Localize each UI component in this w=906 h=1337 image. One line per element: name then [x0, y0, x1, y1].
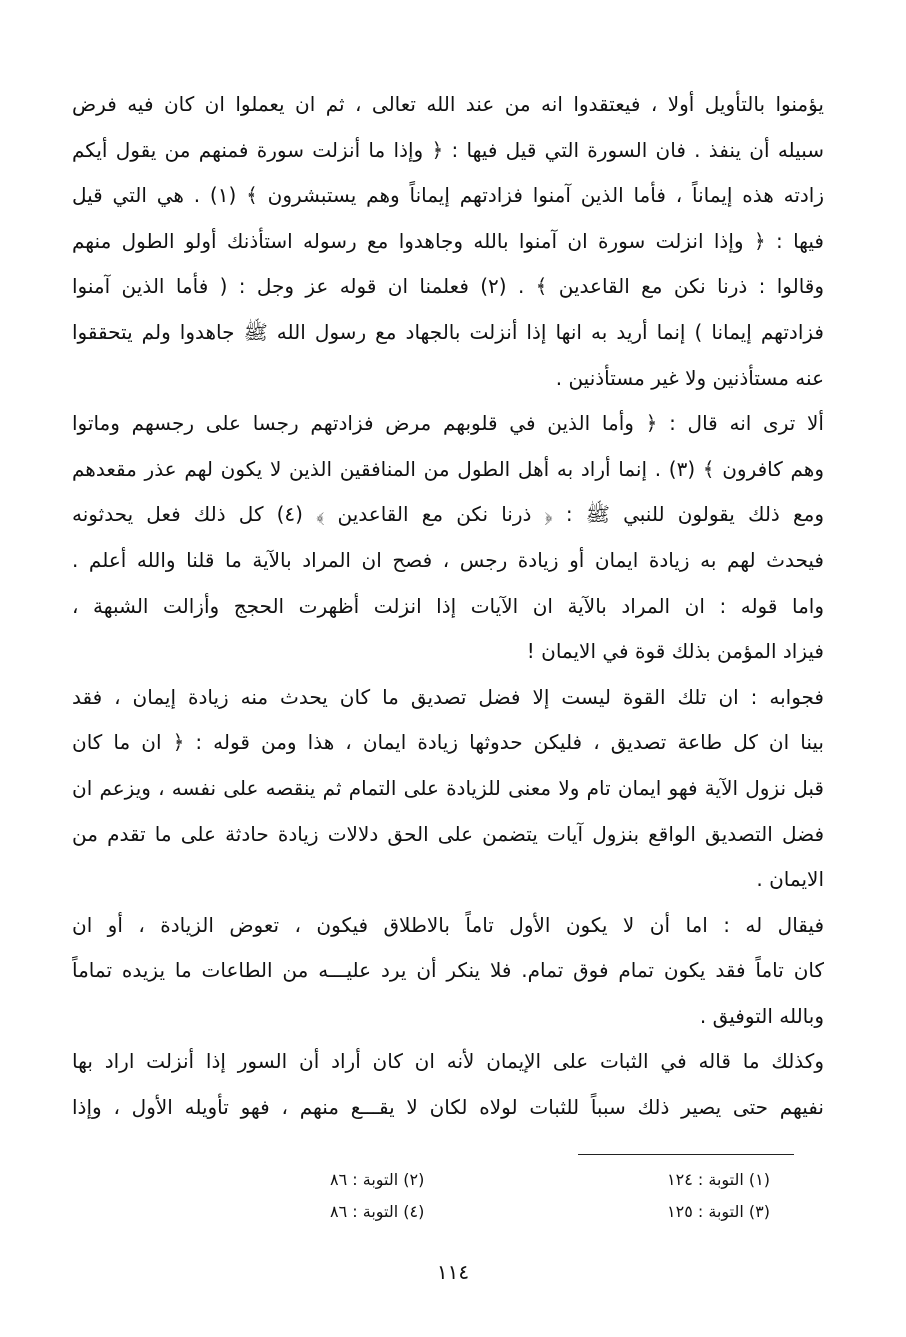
- text-line: الايمان .: [756, 867, 824, 892]
- body-text: [72, 82, 824, 1131]
- footnote-2: (٢) التوبة : ٨٦: [330, 1170, 425, 1189]
- text-line: كان تاماً فقد يكون تمام فوق تمام. فلا ينكر أن يرد عليـــه من الطاعات ما يزيده تماماً: [72, 958, 824, 983]
- text-line: فيحدث لهم به زيادة ايمان أو زيادة رجس ، فصح ان المراد بالآية ما قلنا والله أعلم .: [72, 547, 824, 572]
- paragraph-4: [72, 675, 824, 903]
- paragraph-3: [72, 584, 824, 675]
- paragraph-2: [72, 401, 824, 583]
- footnote-row: [330, 1196, 770, 1228]
- footnote-4: (٤) التوبة : ٨٦: [330, 1202, 425, 1221]
- text-line: يؤمنوا بالتأويل أولا ، فيعتقدوا انه من عند الله تعالى ، ثم ان يعملوا ان كان فيه فرض: [72, 92, 824, 116]
- text-line: فجوابه : ان تلك القوة ليست إلا فضل تصديق ما كان يحدث منه زيادة إيمان ، فقد: [72, 684, 824, 709]
- paragraph-1: [72, 82, 824, 401]
- paragraph-5: [72, 903, 824, 1040]
- text-line: فيها : ﴿ وإذا انزلت سورة ان آمنوا بالله وجاهدوا مع رسوله استأذنك أولو الطول منهم: [72, 228, 824, 253]
- text-line: بينا ان كل طاعة تصديق ، فليكن حدوثها زيادة ايمان ، هذا ومن قوله : ﴿ ان ما كان: [72, 730, 824, 755]
- text-line: عنه مستأذنين ولا غير مستأذنين .: [555, 365, 824, 390]
- footnote-row: [330, 1164, 770, 1196]
- text-line: واما قوله : ان المراد بالآية ان الآيات إذا انزلت أظهرت الحجج وأزالت الشبهة ،: [72, 593, 824, 618]
- text-line: نفيهم حتى يصير ذلك سبباً للثبات لولاه لكان لا يقـــع منهم ، فهو تأويله الأول ، وإذا: [72, 1095, 824, 1120]
- text-line: فيزاد المؤمن بذلك قوة في الايمان !: [526, 639, 824, 664]
- text-line: وهم كافرون ﴾ (٣) . إنما أراد به أهل الطول من المنافقين الذين لا يكون لهم عذر مقعدهم: [72, 456, 824, 481]
- footnote-3: (٣) التوبة : ١٢٥: [667, 1202, 770, 1221]
- text-line: فيقال له : اما أن لا يكون الأول تاماً بالاطلاق فيكون ، تعوض الزيادة ، أو ان: [72, 912, 824, 937]
- text-line: فضل التصديق الواقع بنزول آيات يتضمن على الحق دلالات زيادة حادثة على ما تقدم من: [72, 821, 824, 846]
- footnotes: [330, 1164, 770, 1228]
- page-number: ١١٤: [436, 1260, 470, 1284]
- text-line: ومع ذلك يقولون للنبي ﷺ : ﴿ ذرنا نكن مع القاعدين ﴾ (٤) كل ذلك فعل يحدثونه: [72, 502, 824, 527]
- footnote-divider: [578, 1154, 794, 1155]
- text-line: زادته هذه إيماناً ، فأما الذين آمنوا فزادتهم إيماناً وهم يستبشرون ﴾ (١) . هي التي قيل: [72, 183, 824, 208]
- text-line: وبالله التوفيق .: [699, 1003, 824, 1028]
- text-line: قبل نزول الآية فهو ايمان تام ولا معنى للزيادة على التمام ثم ينقصه على نفسه ، ويزعم ان: [72, 775, 824, 800]
- text-line: ألا ترى انه قال : ﴿ وأما الذين في قلوبهم مرض فزادتهم رجسا على رجسهم وماتوا: [72, 411, 824, 436]
- text-line: فزادتهم إيمانا ) إنما أريد به انها إذا أنزلت بالجهاد مع رسول الله ﷺ جاهدوا ولم يتحققوا: [72, 319, 824, 344]
- text-line: وكذلك ما قاله في الثبات على الإيمان لأنه ان كان أراد أن السور إذا أنزلت اراد بها: [72, 1049, 824, 1074]
- footnote-1: (١) التوبة : ١٢٤: [667, 1170, 770, 1189]
- text-line: سبيله أن ينفذ . فان السورة التي قيل فيها : ﴿ وإذا ما أنزلت سورة فمنهم من يقول أيكم: [72, 137, 824, 162]
- text-line: وقالوا : ذرنا نكن مع القاعدين ﴾ . (٢) فعلمنا ان قوله عز وجل : ( فأما الذين آمنوا: [72, 274, 824, 299]
- paragraph-6: [72, 1039, 824, 1130]
